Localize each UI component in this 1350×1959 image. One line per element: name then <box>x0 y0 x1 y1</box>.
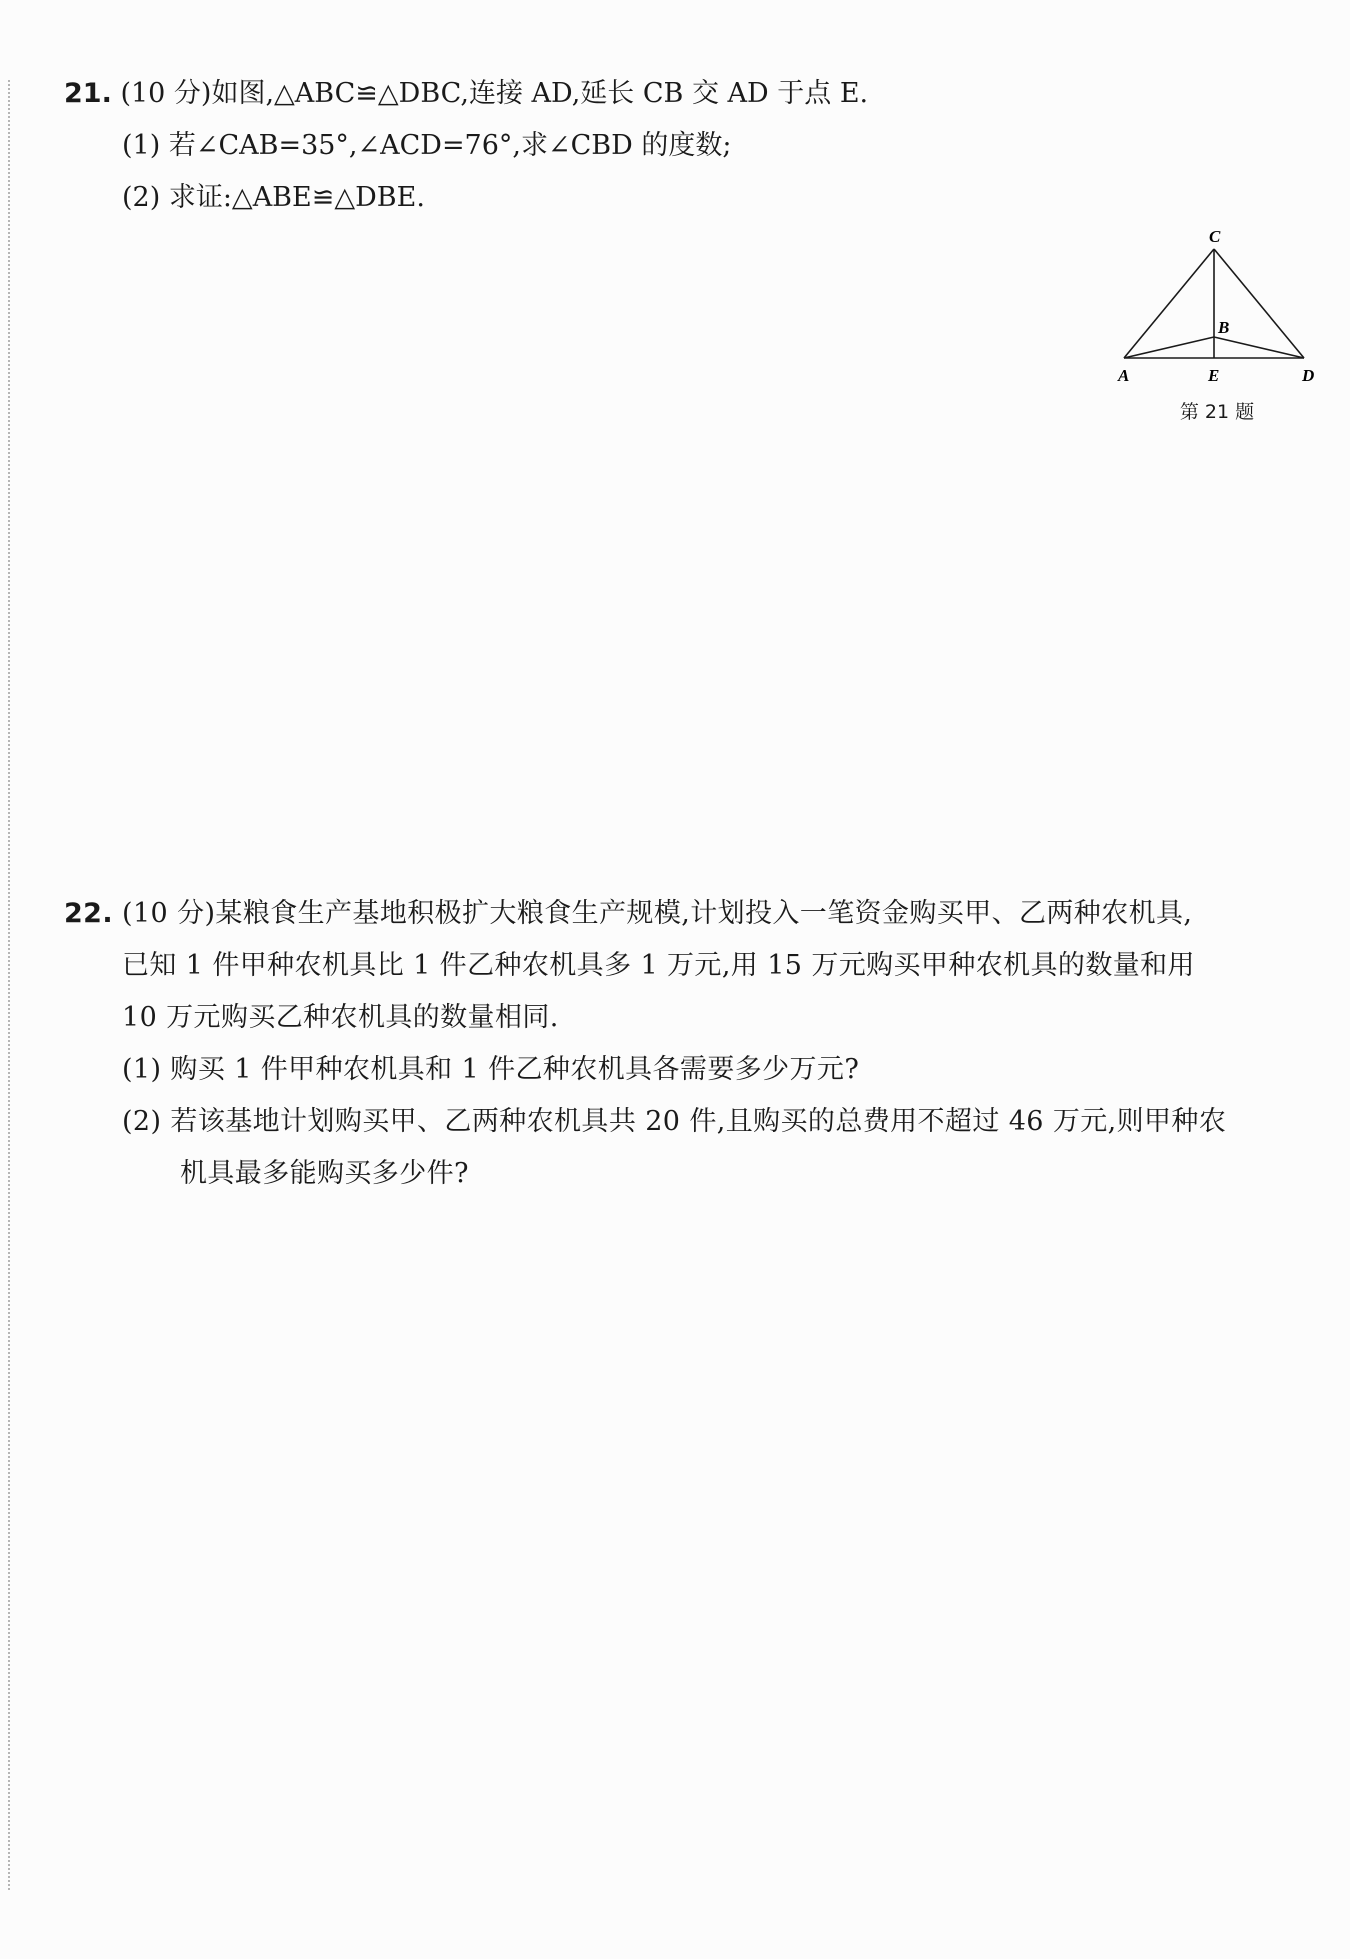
question-21 <box>64 68 868 224</box>
q21-stem: (10 分)如图,△ABC≌△DBC,连接 AD,延长 CB 交 AD 于点 E. <box>120 78 869 109</box>
q22-stem-line3: 10 万元购买乙种农机具的数量相同. <box>122 1002 559 1033</box>
q21-number: 21. <box>64 78 112 109</box>
q21-stem-line <box>64 68 868 120</box>
q22-stem-line1 <box>64 888 1226 940</box>
q22-stem-text1: (10 分)某粮食生产基地积极扩大粮食生产规模,计划投入一笔资金购买甲、乙两种农机具, <box>122 898 1193 929</box>
label-C: C <box>1209 227 1221 246</box>
label-A: A <box>1118 366 1130 385</box>
label-E: E <box>1208 366 1220 385</box>
label-B: B <box>1218 318 1230 337</box>
triangle-diagram <box>1112 225 1322 395</box>
q22-part2-line1: (2) 若该基地计划购买甲、乙两种农机具共 20 件,且购买的总费用不超过 46 万元,则甲种农 <box>122 1106 1227 1137</box>
q21-part1: (1) 若∠CAB=35°,∠ACD=76°,求∠CBD 的度数; <box>122 130 732 161</box>
q22-part2-line2: 机具最多能购买多少件? <box>180 1158 469 1189</box>
segment-BA <box>1124 337 1214 358</box>
segment-CA <box>1124 249 1214 358</box>
binding-margin-line <box>8 80 10 1890</box>
q21-part2: (2) 求证:△ABE≌△DBE. <box>122 182 425 213</box>
segment-CD <box>1214 249 1304 358</box>
figure-caption: 第 21 题 <box>1179 401 1255 423</box>
q21-figure <box>1112 225 1322 425</box>
segment-BD <box>1214 337 1304 358</box>
question-22 <box>64 888 1226 1200</box>
q22-number: 22. <box>64 898 114 929</box>
label-D: D <box>1302 366 1315 385</box>
q22-part1: (1) 购买 1 件甲种农机具和 1 件乙种农机具各需要多少万元? <box>122 1054 860 1085</box>
q22-stem-line2: 已知 1 件甲种农机具比 1 件乙种农机具多 1 万元,用 15 万元购买甲种农机具的数量和用 <box>122 950 1195 981</box>
